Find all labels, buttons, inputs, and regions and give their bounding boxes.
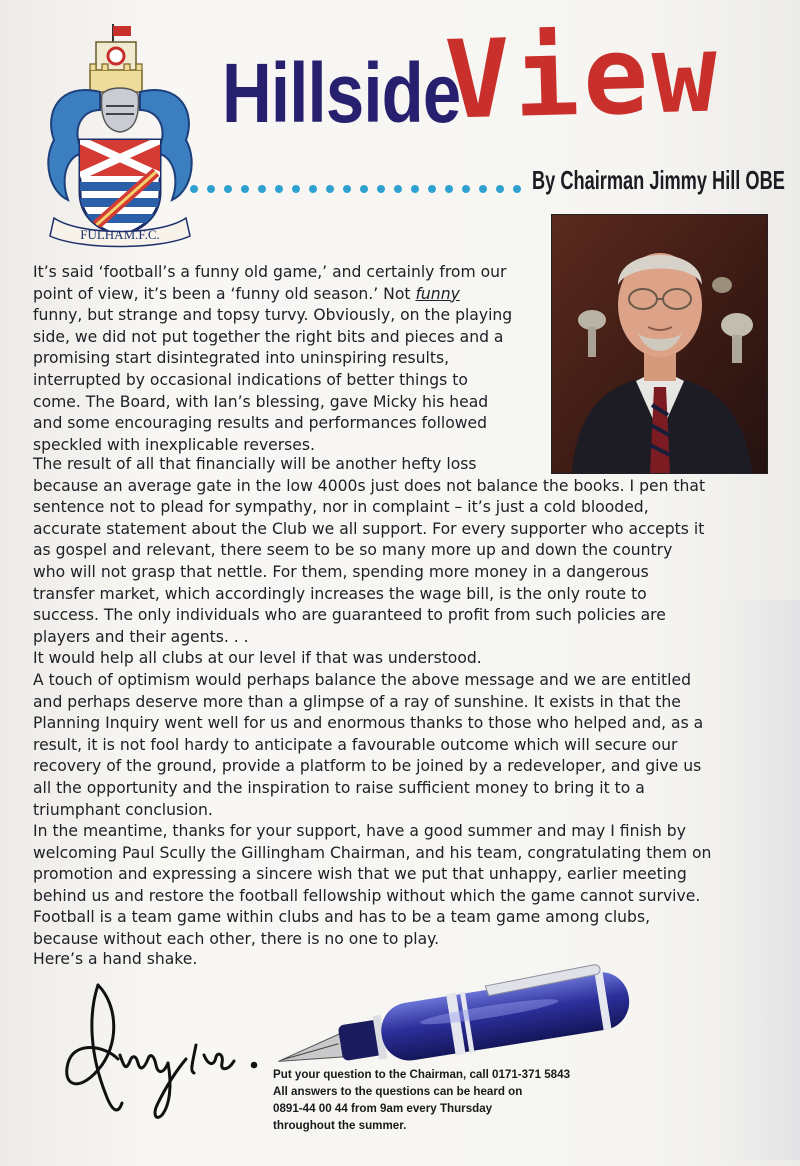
byline: By Chairman Jimmy Hill OBE — [532, 165, 785, 195]
footer-line-2: All answers to the questions can be heard on — [273, 1085, 523, 1098]
title-hillside: Hillside — [222, 46, 461, 140]
fountain-pen-icon — [268, 945, 668, 1065]
fulham-crest-icon — [40, 22, 200, 250]
article-paragraph-2: The result of all that financially will be another hefty loss because an average gate in the low 4000s just does not balance the books. I pen that sentence not to plead for sympathy, nor in complaint – it’s just a cold blooded, accurate statement about the Club we all support. For every supporter who accepts it as gospel and relevant, there seem to be so many more up and down the country who will not grasp that nettle. For them, spending more money in a dangerous transfer market, which accordingly increases the wage bill, is the only route to success. The only individuals who are guaranteed to profit from such policies are players and their agents. . . — [33, 455, 706, 646]
footer-line-3: 0891-44 00 44 from 9am every Thursday — [273, 1102, 493, 1115]
crest-label: FULHAM.F.C. — [80, 227, 160, 242]
article-paragraph-3: It would help all clubs at our level if that was understood. — [33, 649, 482, 667]
p1-text-b: funny, but strange and topsy turvy. Obviously, on the playing side, we did not put together the right bits and pieces and a promising start disintegrated into uninspiring results, interrupted by occasional indications of better things to come. The Board, with Ian’s blessing, gave Micky his head and some encouraging results and performances followed speckled with inexplicable reverses. — [33, 306, 513, 454]
p1-text-a: It’s said ‘football’s a funny old game,’ and certainly from our point of view, it’s been a ‘funny old season.’ Not — [33, 263, 507, 303]
footer-line-4: throughout the summer. — [273, 1119, 407, 1132]
signature-icon — [58, 975, 278, 1125]
footer-line-1: Put your question to the Chairman, call 0171-371 5843 — [273, 1068, 571, 1081]
article-paragraph-1 — [33, 262, 548, 456]
article-paragraph-5: In the meantime, thanks for your support, have a good summer and may I finish by welcoming Paul Scully the Gillingham Chairman, and his team, congratulating them on promotion and expressing a sincere wish that we put that unhappy, earlier meeting behind us and restore the football fellowship without which the game cannot survive. Football is a team game within clubs and has to be a team game among clubs, because without each other, there is no one to play. — [33, 822, 712, 948]
dotted-rule — [188, 182, 528, 196]
article-paragraph-4: A touch of optimism would perhaps balance the above message and we are entitled and perhaps deserve more than a glimpse of a ray of sunshine. It exists in that the Planning Inquiry went well for us and enormous thanks to those who helped and, as a result, it is not fool hardy to anticipate a favourable outcome which will secure our recovery of the ground, provide a platform to be joined by a redeveloper, and give us all the opportunity and the inspiration to raise sufficient money to bring it to a triumphant conclusion. — [33, 671, 704, 819]
chairman-contact-note — [273, 1066, 593, 1134]
article-paragraph-6: Here’s a hand shake. — [33, 950, 198, 968]
chairman-photo — [551, 214, 768, 474]
p1-funny-word: funny — [415, 284, 460, 303]
title-view: View — [443, 11, 723, 144]
